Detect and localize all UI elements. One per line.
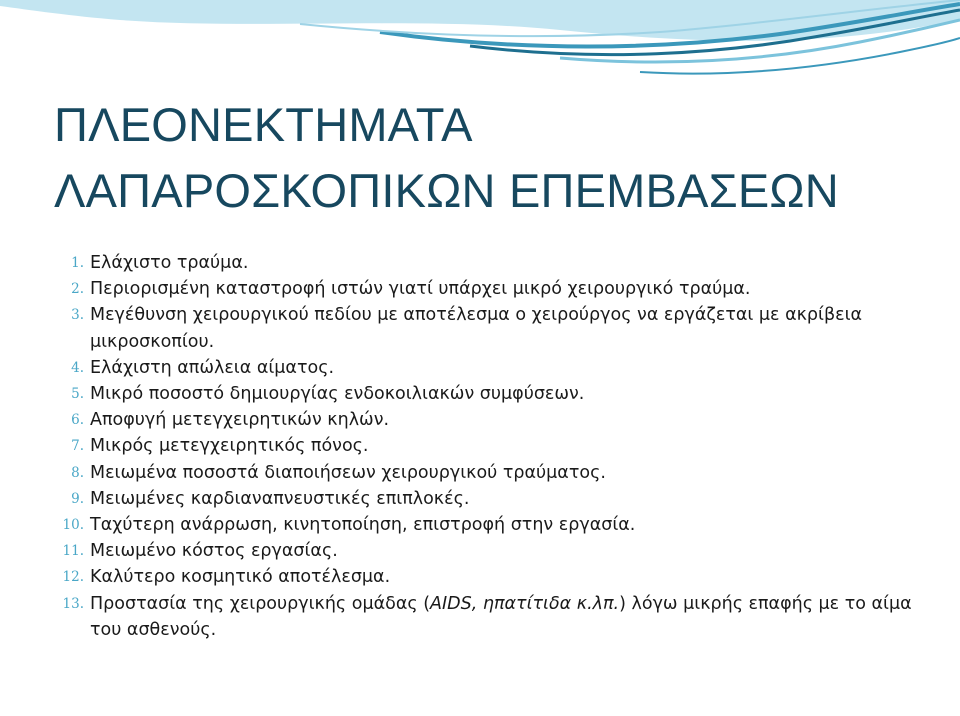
list-item-text: Ελάχιστη απώλεια αίματος. [90,357,335,378]
list-item [40,381,920,407]
list-item-text: Μικρό ποσοστό δημιουργίας ενδοκοιλιακών συμφύσεων. [90,384,585,405]
list-item [40,302,920,354]
list-item-text: Ελάχιστο τραύμα. [90,253,249,273]
list-item-number: 4. [71,359,84,376]
slide-title-line-2: ΛΑΠΑΡΟΣΚΟΠΙΚΩΝ ΕΠΕΜΒΑΣΕΩΝ [54,164,839,217]
list-item [40,460,920,486]
list-item-text: Ταχύτερη ανάρρωση, κινητοποίηση, επιστροφή στην εργασία. [90,515,636,536]
list-item [40,355,920,381]
list-item [40,512,920,538]
list-item-number: 3. [71,307,84,324]
advantages-list [40,250,920,643]
list-item-text: Καλύτερο κοσμητικό αποτέλεσμα. [90,567,391,588]
list-item-text-part: ) λόγω μικρής επαφής με το αίμα του ασθενούς. [90,593,912,640]
list-item-text: Μειωμένα ποσοστά διαποιήσεων χειρουργικού τραύματος. [90,462,606,483]
list-item [40,486,920,512]
list-item [40,538,920,564]
list-item-text: Μεγέθυνση χειρουργικού πεδίου με αποτέλεσμα ο χειρούργος να εργάζεται με ακρίβεια μικροσκοπίου. [90,305,863,352]
list-item-text-part: Προστασία της χειρουργικής ομάδας ( [90,593,431,614]
list-item [40,250,920,276]
list-item-number: 9. [71,490,84,507]
list-item-text: Μικρός μετεγχειρητικός πόνος. [90,436,369,457]
list-item [40,407,920,433]
list-item-text: Μειωμένες καρδιαναπνευστικές επιπλοκές. [90,488,470,509]
slide-title [54,92,914,224]
list-item-text: Περιορισμένη καταστροφή ιστών γιατί υπάρχει μικρό χειρουργικό τραύμα. [90,279,751,300]
list-item-number: 8. [71,464,84,481]
list-item-number: 2. [71,281,84,298]
list-item-text: Αποφυγή μετεγχειρητικών κηλών. [90,410,390,431]
decorative-waves [0,0,960,90]
list-item [40,276,920,302]
list-item-number: 6. [71,412,84,429]
list-item [40,564,920,590]
list-item-number: 11. [62,543,84,560]
slide-title-line-1: ΠΛΕΟΝΕΚΤΗΜΑΤΑ [54,98,473,151]
list-item-number: 10. [62,517,84,534]
list-item-text: Μειωμένο κόστος εργασίας. [90,541,338,562]
list-item-number: 5. [71,386,84,403]
list-item-number: 7. [71,438,84,455]
list-item [40,433,920,459]
list-item-text [90,591,920,643]
list-item-number: 1. [71,255,84,271]
list-item-number: 13. [62,595,84,612]
list-item-number: 12. [62,569,84,586]
list-item [40,591,920,643]
list-item-text-italic: AIDS, ηπατίτιδα κ.λπ. [430,593,620,614]
